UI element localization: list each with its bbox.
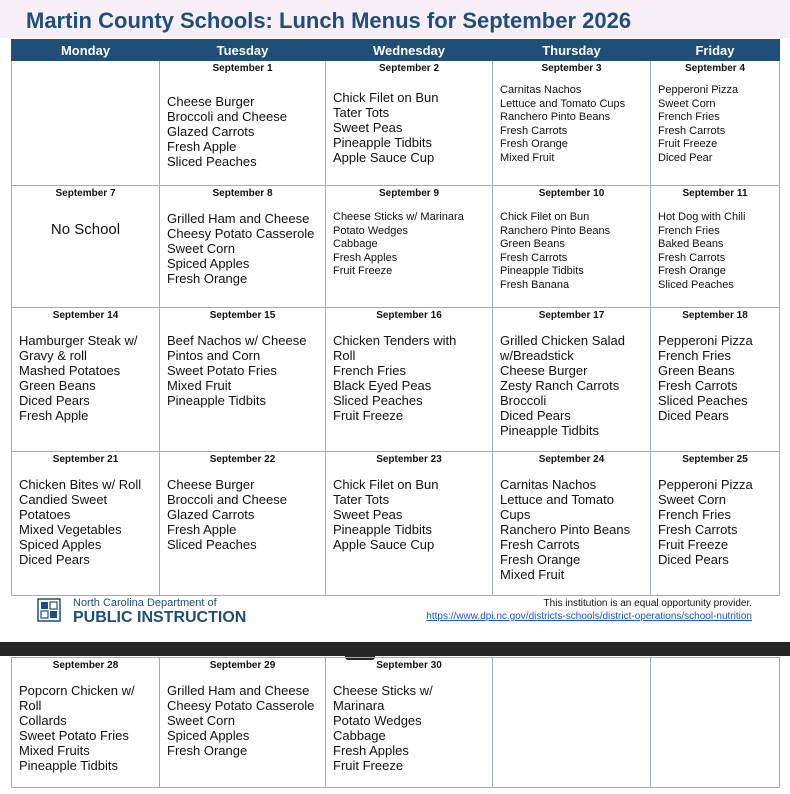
menu-item: Cheese Burger — [167, 94, 255, 109]
week-row — [12, 308, 780, 452]
day-date: September 7 — [55, 188, 116, 199]
menu-item: Carnitas Nachos — [500, 84, 582, 96]
day-date: September 8 — [212, 188, 273, 199]
menu-item: Cabbage — [333, 238, 378, 251]
menu-item: Pintos and Corn — [167, 348, 261, 363]
menu-items — [651, 477, 779, 567]
menu-item: Green Beans — [500, 238, 565, 251]
day-date: September 9 — [378, 188, 440, 199]
day-cell — [12, 658, 160, 788]
weekday-header: Friday — [651, 40, 780, 61]
day-cell — [651, 61, 780, 186]
menu-item: Spiced Apples — [19, 537, 102, 552]
menu-item: Sliced Peaches — [658, 278, 734, 291]
week-row — [12, 186, 780, 308]
menu-item: Mashed Potatoes — [19, 363, 121, 378]
day-date: September 18 — [682, 310, 748, 321]
menu-item: Pineapple Tidbits — [19, 758, 119, 773]
menu-item: Diced Pear — [658, 151, 713, 164]
menu-item: Cheese Burger — [500, 363, 588, 378]
menu-items — [493, 211, 650, 293]
menu-item: Sweet Peas — [333, 120, 403, 135]
menu-item: Carnitas Nachos — [500, 477, 597, 492]
menu-item: Broccoli and Cheese — [167, 492, 287, 507]
menu-item: Glazed Carrots — [167, 124, 255, 139]
equal-opportunity-statement: This institution is an equal opportunity provider. — [543, 598, 752, 609]
menu-items — [493, 333, 650, 438]
menu-item: Fresh Apples — [333, 251, 398, 264]
menu-item: Sweet Corn — [658, 97, 716, 110]
day-date: September 11 — [682, 188, 748, 199]
org-name-line1: North Carolina Department of — [73, 597, 217, 609]
menu-item: Ranchero Pinto Beans — [500, 522, 631, 537]
menu-item: Fresh Apples — [333, 743, 409, 758]
day-cell — [326, 308, 493, 452]
menu-item: Fresh Orange — [500, 138, 568, 151]
menu-item: Fresh Apple — [167, 522, 237, 537]
menu-item: Grilled Chicken Salad — [500, 333, 626, 348]
day-cell — [493, 452, 651, 596]
menu-item: Sweet Corn — [167, 713, 235, 728]
menu-item: Mixed Vegetables — [19, 522, 122, 537]
day-cell — [12, 61, 160, 186]
menu-item: Fresh Carrots — [658, 251, 726, 264]
menu-item: Zesty Ranch Carrots — [500, 378, 620, 393]
day-cell — [12, 186, 160, 308]
menu-item: Chick Filet on Bun — [333, 90, 439, 105]
menu-item: French Fries — [658, 111, 720, 124]
menu-items — [493, 84, 650, 166]
menu-item: Sweet Potato Fries — [19, 728, 129, 743]
day-date — [493, 659, 650, 673]
menu-calendar-continued — [11, 657, 780, 788]
day-cell — [326, 186, 493, 308]
menu-item: Fresh Orange — [167, 271, 248, 286]
menu-item: Sliced Peaches — [658, 393, 748, 408]
menu-item: Diced Pears — [19, 393, 90, 408]
day-cell — [651, 452, 780, 596]
page-title: Martin County Schools: Lunch Menus for September 2026 — [26, 8, 632, 33]
day-date: September 3 — [541, 63, 602, 74]
menu-item: Fresh Apple — [19, 408, 89, 423]
menu-item: Pineapple Tidbits — [500, 265, 584, 278]
menu-item: Roll — [333, 348, 356, 363]
menu-item: Baked Beans — [658, 238, 724, 251]
menu-item: Chicken Tenders with — [333, 333, 457, 348]
menu-items — [651, 333, 779, 423]
menu-item: Cheese Sticks w/ — [333, 683, 433, 698]
menu-item: French Fries — [333, 363, 406, 378]
menu-item: Diced Pears — [658, 552, 729, 567]
day-cell — [326, 452, 493, 596]
day-cell — [160, 658, 326, 788]
menu-item: Sweet Corn — [167, 241, 235, 256]
no-school-note: No School — [50, 221, 121, 238]
week-row — [12, 452, 780, 596]
day-cell — [12, 452, 160, 596]
menu-items — [326, 683, 492, 773]
menu-calendar — [11, 39, 780, 596]
menu-item: Mixed Fruits — [19, 743, 90, 758]
menu-items — [326, 90, 492, 165]
weekday-header: Tuesday — [160, 40, 326, 61]
menu-item: Roll — [19, 698, 42, 713]
menu-item: Cabbage — [333, 728, 386, 743]
menu-items — [12, 333, 159, 423]
org-name-line2: PUBLIC INSTRUCTION — [73, 609, 247, 626]
menu-item: Diced Pears — [658, 408, 729, 423]
day-cell — [160, 452, 326, 596]
menu-item: Sweet Peas — [333, 507, 403, 522]
menu-item: Chicken Bites w/ Roll — [19, 477, 142, 492]
menu-item: Sweet Potato Fries — [167, 363, 277, 378]
day-cell — [326, 658, 493, 788]
day-date: September 28 — [52, 660, 119, 671]
menu-item: Chick Filet on Bun — [333, 477, 439, 492]
day-date: September 30 — [376, 660, 442, 671]
menu-item: Ranchero Pinto Beans — [500, 111, 611, 124]
day-cell — [326, 61, 493, 186]
menu-items — [651, 211, 779, 293]
menu-item: Fresh Carrots — [658, 378, 738, 393]
menu-item: Chick Filet on Bun — [500, 211, 590, 223]
day-date: September 29 — [209, 660, 276, 671]
menu-item: Mixed Fruit — [500, 567, 565, 582]
day-date: September 23 — [376, 454, 442, 465]
menu-item: Marinara — [333, 698, 385, 713]
footer — [0, 592, 790, 632]
menu-item: Apple Sauce Cup — [333, 150, 435, 165]
weekday-header-row — [12, 40, 780, 61]
day-date: September 4 — [684, 63, 746, 74]
week-row — [12, 658, 780, 788]
menu-item: Mixed Fruit — [500, 151, 555, 164]
menu-item: Pepperoni Pizza — [658, 477, 753, 492]
menu-item: Pepperoni Pizza — [658, 84, 739, 96]
menu-items — [493, 477, 650, 582]
menu-item: Hot Dog with Chili — [658, 211, 746, 223]
menu-item: Cheesy Potato Casserole — [167, 698, 315, 713]
day-cell — [493, 61, 651, 186]
menu-item: Hamburger Steak w/ — [19, 333, 138, 348]
menu-item: Fresh Carrots — [500, 251, 568, 264]
menu-item: Broccoli and Cheese — [167, 109, 287, 124]
menu-item: Fruit Freeze — [333, 408, 404, 423]
menu-item: Tater Tots — [333, 492, 390, 507]
menu-item: Broccoli — [500, 393, 547, 408]
page-divider — [0, 642, 790, 656]
menu-item: Cheese Burger — [167, 477, 255, 492]
menu-item: Sliced Peaches — [333, 393, 423, 408]
day-cell — [493, 186, 651, 308]
menu-item: Spiced Apples — [167, 728, 250, 743]
menu-item: Gravy & roll — [19, 348, 87, 363]
menu-item: Lettuce and Tomato — [500, 492, 614, 507]
menu-items — [12, 477, 159, 567]
day-cell — [493, 308, 651, 452]
menu-items — [651, 84, 779, 166]
menu-item: Fresh Carrots — [500, 124, 568, 137]
weekday-header: Monday — [12, 40, 160, 61]
menu-item: French Fries — [658, 348, 731, 363]
day-date: September 21 — [52, 454, 119, 465]
menu-item: Mixed Fruit — [167, 378, 232, 393]
menu-item: Pineapple Tidbits — [333, 522, 433, 537]
menu-item: Grilled Ham and Cheese — [167, 683, 310, 698]
menu-item: Fruit Freeze — [333, 758, 404, 773]
menu-item: Fruit Freeze — [333, 265, 393, 278]
menu-item: Pineapple Tidbits — [167, 393, 267, 408]
menu-item: Pepperoni Pizza — [658, 333, 753, 348]
menu-item: Apple Sauce Cup — [333, 537, 435, 552]
day-cell — [160, 186, 326, 308]
menu-item: w/Breadstick — [500, 348, 574, 363]
day-date: September 2 — [378, 63, 440, 74]
day-date: September 16 — [376, 310, 442, 321]
menu-items — [326, 211, 492, 279]
menu-item: Green Beans — [658, 363, 735, 378]
menu-items — [326, 477, 492, 552]
nutrition-link[interactable]: https://www.dpi.nc.gov/districts-schools/district-operations/school-nutrition — [426, 611, 752, 622]
menu-item: Collards — [19, 713, 67, 728]
menu-item: Cheese Sticks w/ Marinara — [333, 211, 464, 223]
menu-item: Sweet Corn — [658, 492, 726, 507]
menu-item: Fresh Carrots — [658, 124, 726, 137]
menu-item: Popcorn Chicken w/ — [19, 683, 135, 698]
menu-item: Spiced Apples — [167, 256, 250, 271]
day-date: September 17 — [538, 310, 605, 321]
day-date: September 14 — [52, 310, 119, 321]
menu-item: Candied Sweet — [19, 492, 108, 507]
menu-item: Fresh Orange — [500, 552, 581, 567]
menu-item: Fresh Apple — [167, 139, 237, 154]
menu-item: Glazed Carrots — [167, 507, 255, 522]
day-cell — [651, 186, 780, 308]
menu-item: Beef Nachos w/ Cheese — [167, 333, 307, 348]
menu-item: Ranchero Pinto Beans — [500, 224, 611, 237]
menu-items — [160, 94, 325, 169]
menu-item: Fresh Carrots — [500, 537, 580, 552]
menu-item: Fresh Orange — [167, 743, 248, 758]
menu-item: Potato Wedges — [333, 224, 409, 237]
day-cell — [12, 308, 160, 452]
menu-item: Grilled Ham and Cheese — [167, 211, 310, 226]
week-row — [12, 61, 780, 186]
menu-item: Fruit Freeze — [658, 138, 718, 151]
menu-item: Cups — [500, 507, 531, 522]
menu-item: Sliced Peaches — [167, 537, 257, 552]
menu-item: Fresh Orange — [658, 265, 726, 278]
day-date: September 25 — [682, 454, 748, 465]
menu-item: Tater Tots — [333, 105, 390, 120]
day-date — [651, 659, 779, 673]
day-cell — [651, 658, 780, 788]
menu-item: Potatoes — [19, 507, 71, 522]
day-date — [12, 62, 159, 76]
weekday-header: Thursday — [493, 40, 651, 61]
menu-item: French Fries — [658, 224, 720, 237]
menu-item: French Fries — [658, 507, 731, 522]
menu-item: Fresh Carrots — [658, 522, 738, 537]
menu-items — [160, 211, 325, 286]
menu-items — [160, 477, 325, 552]
menu-items — [160, 683, 325, 758]
menu-item: Black Eyed Peas — [333, 378, 432, 393]
menu-item: Lettuce and Tomato Cups — [500, 97, 626, 110]
day-date: September 15 — [209, 310, 276, 321]
day-cell — [651, 308, 780, 452]
menu-item: Fruit Freeze — [658, 537, 729, 552]
day-cell — [160, 61, 326, 186]
menu-items — [160, 333, 325, 408]
menu-items — [326, 333, 492, 423]
menu-item: Diced Pears — [500, 408, 571, 423]
menu-item: Pineapple Tidbits — [333, 135, 433, 150]
menu-item: Diced Pears — [19, 552, 90, 567]
menu-items — [12, 683, 159, 773]
menu-item: Pineapple Tidbits — [500, 423, 600, 438]
day-date: September 1 — [212, 63, 273, 74]
day-date: September 24 — [538, 454, 605, 465]
day-cell — [493, 658, 651, 788]
weekday-header: Wednesday — [326, 40, 493, 61]
menu-item: Sliced Peaches — [167, 154, 257, 169]
day-date: September 10 — [538, 188, 605, 199]
menu-item: Green Beans — [19, 378, 96, 393]
day-cell — [160, 308, 326, 452]
dpi-logo-icon — [37, 598, 61, 622]
menu-item: Fresh Banana — [500, 278, 570, 291]
menu-item: Potato Wedges — [333, 713, 422, 728]
day-date: September 22 — [209, 454, 276, 465]
menu-item: Cheesy Potato Casserole — [167, 226, 315, 241]
